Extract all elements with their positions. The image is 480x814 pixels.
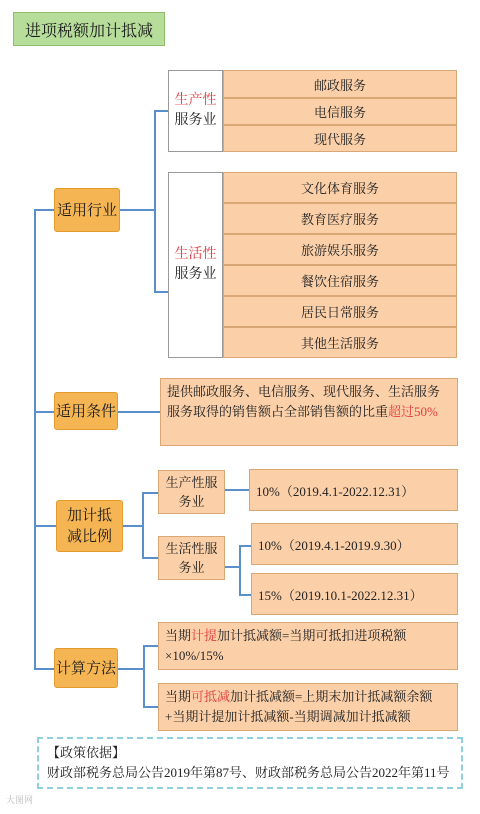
industry-item-modern: 现代服务 [223, 125, 457, 152]
ratio-production-line1: 生产性服 [165, 475, 218, 490]
ratio-node [56, 500, 123, 552]
ratio-label-line2: 减比例 [66, 528, 112, 545]
policy-text: 财政部税务总局公告2019年第87号、财政部税务总局公告2022年第11号 [47, 765, 450, 780]
calc-formula-accrue [158, 622, 458, 670]
formula1-post: 加计抵减额=当期可抵扣进项税额×10%/15% [165, 628, 407, 663]
production-service-group [168, 70, 223, 152]
industry-node: 适用行业 [54, 188, 120, 232]
formula2-post: 加计抵减额=上期末加计抵减额余额+当期计提加计抵减额-当期调减加计抵减额 [165, 689, 433, 724]
calc-formula-deductible [158, 683, 458, 731]
condition-text [160, 378, 458, 446]
ratio-life-rate-1: 10%（2019.4.1-2019.9.30） [251, 523, 458, 565]
life-group-highlight: 生活性 [174, 247, 217, 262]
ratio-life-rate-2: 15%（2019.10.1-2022.12.31） [251, 573, 458, 615]
industry-item-resident: 居民日常服务 [223, 296, 457, 327]
page-title: 进项税额加计抵减 [13, 12, 165, 46]
production-group-label: 服务业 [174, 113, 217, 128]
formula2-pre: 当期 [165, 689, 192, 704]
condition-node: 适用条件 [54, 392, 118, 430]
condition-text-highlight: 超过50% [388, 404, 438, 419]
life-service-group [168, 172, 223, 358]
industry-item-other: 其他生活服务 [223, 327, 457, 358]
industry-item-telecom: 电信服务 [223, 98, 457, 125]
policy-heading: 【政策依据】 [47, 745, 126, 760]
industry-item-tourism: 旅游娱乐服务 [223, 234, 457, 265]
ratio-label-line1: 加计抵 [66, 507, 112, 524]
formula1-pre: 当期 [165, 628, 192, 643]
industry-item-postal: 邮政服务 [223, 70, 457, 98]
ratio-production-line2: 务业 [178, 494, 205, 509]
formula1-highlight: 计提 [191, 628, 218, 643]
industry-item-culture: 文化体育服务 [223, 172, 457, 203]
industry-item-education: 教育医疗服务 [223, 203, 457, 234]
production-group-highlight: 生产性 [174, 93, 217, 108]
policy-basis-box [37, 737, 463, 789]
condition-text-main: 提供邮政服务、电信服务、现代服务、生活服务服务取得的销售额占全部销售额的比重 [167, 384, 441, 419]
formula2-highlight: 可抵减 [191, 689, 231, 704]
life-group-label: 服务业 [174, 267, 217, 282]
ratio-life-line1: 生活性服 [165, 541, 218, 556]
ratio-production-rate: 10%（2019.4.1-2022.12.31） [249, 469, 458, 511]
ratio-life-node [158, 536, 225, 580]
industry-item-catering: 餐饮住宿服务 [223, 265, 457, 296]
calc-node: 计算方法 [54, 648, 118, 688]
watermark: 大图网 [6, 795, 34, 805]
ratio-life-line2: 务业 [178, 560, 205, 575]
ratio-production-node [158, 470, 225, 514]
